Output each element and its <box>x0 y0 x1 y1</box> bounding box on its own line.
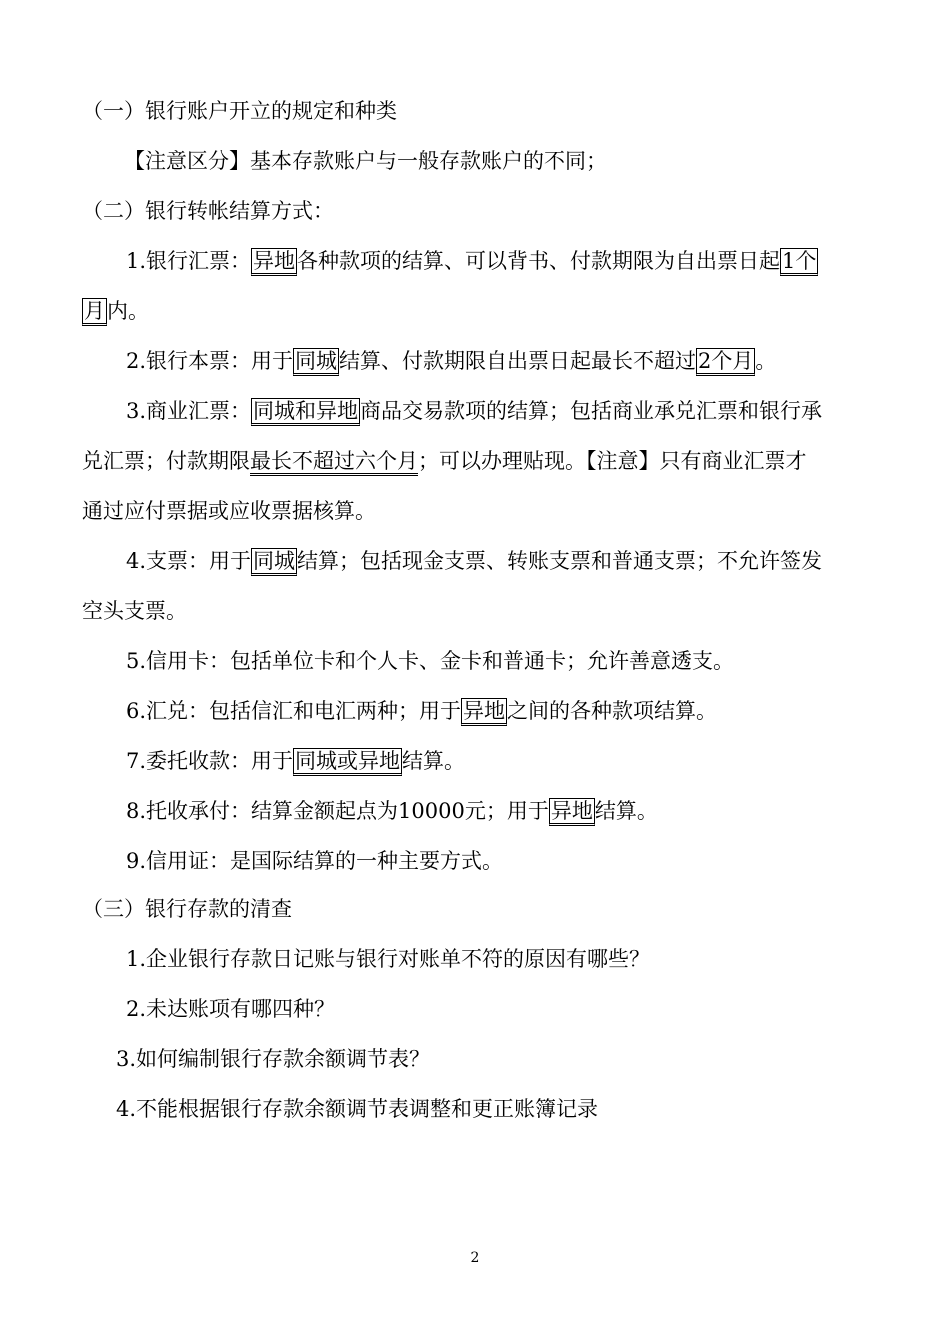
section-heading-1: （一）银行账户开立的规定和种类 <box>82 99 397 123</box>
boxed-term: 同城或异地 <box>293 748 402 776</box>
item-commercial-draft-cont: 兑汇票；付款期限最长不超过六个月；可以办理贴现。【注意】只有商业汇票才 <box>82 446 807 476</box>
item-cheque-cont: 空头支票。 <box>82 599 187 623</box>
note-distinguish: 【注意区分】基本存款账户与一般存款账户的不同； <box>124 149 607 173</box>
boxed-term: 月 <box>82 298 107 326</box>
boxed-term: 异地 <box>461 698 507 726</box>
boxed-term: 异地 <box>549 798 595 826</box>
boxed-term: 1个 <box>780 248 818 276</box>
item-cheque: 4.支票：用于同城结算；包括现金支票、转账支票和普通支票；不允许签发 <box>126 546 822 576</box>
boxed-term: 同城 <box>251 548 297 576</box>
item-letter-of-credit: 9.信用证：是国际结算的一种主要方式。 <box>126 849 504 873</box>
item-remittance: 6.汇兑：包括信汇和电汇两种；用于异地之间的各种款项结算。 <box>126 696 717 726</box>
boxed-term: 2个月 <box>696 348 755 376</box>
page-number: 2 <box>470 1250 480 1266</box>
item-cashier-cheque: 2.银行本票：用于同城结算、付款期限自出票日起最长不超过2个月。 <box>126 346 776 376</box>
item-credit-card: 5.信用卡：包括单位卡和个人卡、金卡和普通卡；允许善意透支。 <box>126 649 735 673</box>
item-entrusted-collection: 7.委托收款：用于同城或异地结算。 <box>126 746 465 776</box>
question-4: 4.不能根据银行存款余额调节表调整和更正账簿记录 <box>116 1097 599 1121</box>
question-2: 2.未达账项有哪四种？ <box>126 997 336 1021</box>
question-3: 3.如何编制银行存款余额调节表？ <box>116 1047 431 1071</box>
boxed-term: 同城 <box>293 348 339 376</box>
question-1: 1.企业银行存款日记账与银行对账单不符的原因有哪些？ <box>126 947 651 971</box>
item-bank-draft-cont: 月内。 <box>82 296 149 326</box>
section-heading-2: （二）银行转帐结算方式： <box>82 199 334 223</box>
underlined-term: 最长不超过六个月 <box>250 449 418 476</box>
item-collection-acceptance: 8.托收承付：结算金额起点为10000元；用于异地结算。 <box>126 796 658 826</box>
item-commercial-draft-cont2: 通过应付票据或应收票据核算。 <box>82 499 376 523</box>
section-heading-3: （三）银行存款的清查 <box>82 897 292 921</box>
boxed-term: 异地 <box>251 248 297 276</box>
boxed-term: 同城和异地 <box>251 398 360 426</box>
item-bank-draft: 1.银行汇票：异地各种款项的结算、可以背书、付款期限为自出票日起1个 <box>126 246 818 276</box>
item-commercial-draft: 3.商业汇票：同城和异地商品交易款项的结算；包括商业承兑汇票和银行承 <box>126 396 822 426</box>
